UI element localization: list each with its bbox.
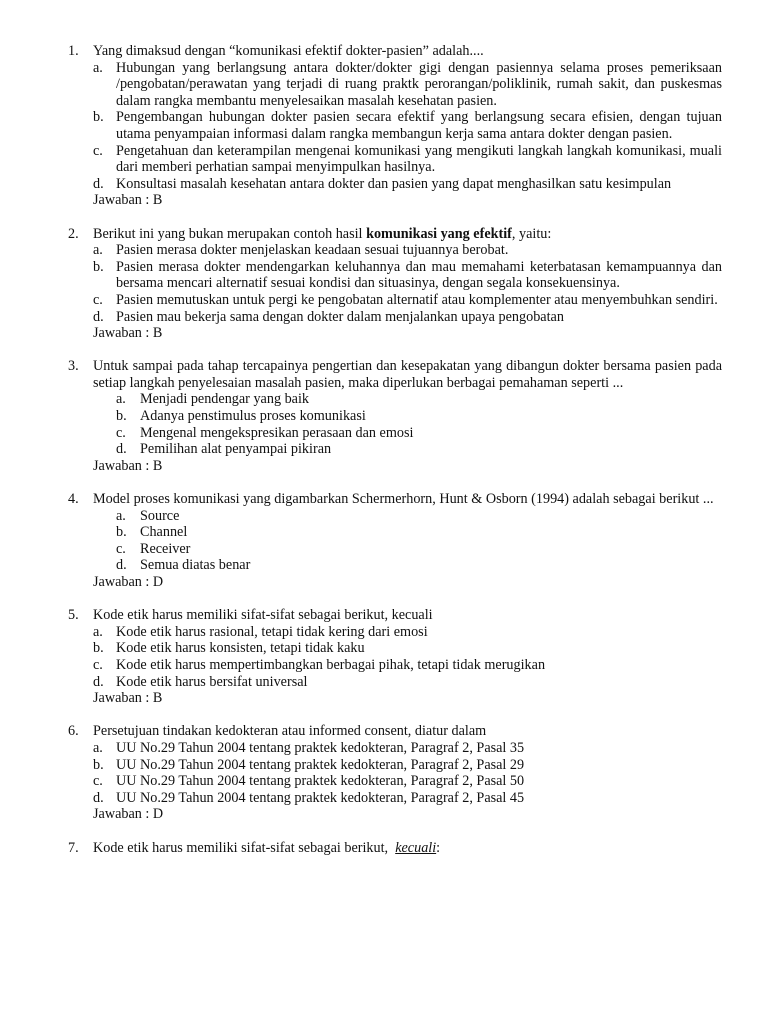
option-letter: d. xyxy=(93,308,104,325)
option-text: Adanya penstimulus proses komunikasi xyxy=(140,408,366,425)
question-6 xyxy=(0,723,768,823)
option-c xyxy=(93,657,722,674)
option-letter: d. xyxy=(93,175,104,192)
question-number: 7. xyxy=(68,839,79,856)
option-text: Receiver xyxy=(140,540,191,557)
question-number: 6. xyxy=(68,723,79,740)
option-text: Kode etik harus konsisten, tetapi tidak kaku xyxy=(116,640,365,657)
option-b xyxy=(93,259,722,292)
option-text: Hubungan yang berlangsung antara dokter/dokter gigi dengan pasiennya selama proses pemeriksaan /pengobatan/perawatan yang terjadi di ruang praktk perorangan/poliklinik, rumah sakit, dan puskesmas dalam rangka membantu menyelesaikan masalah kesehatan pasien. xyxy=(116,59,722,109)
option-d xyxy=(93,309,722,326)
question-text xyxy=(93,840,722,857)
option-letter: c. xyxy=(116,424,126,441)
answer-key: Jawaban : B xyxy=(93,690,163,707)
option-list xyxy=(93,391,722,457)
option-letter: d. xyxy=(93,789,104,806)
question-7 xyxy=(0,840,768,857)
question-text-start: Berikut ini yang bukan merupakan contoh hasil xyxy=(93,225,367,242)
option-c xyxy=(93,292,722,309)
question-text-underlined: kecuali xyxy=(395,839,437,856)
option-b xyxy=(93,757,722,774)
option-letter: a. xyxy=(116,507,126,524)
answer-key: Jawaban : B xyxy=(93,457,163,474)
option-letter: b. xyxy=(93,258,104,275)
option-letter: a. xyxy=(116,391,126,408)
option-list xyxy=(93,508,722,574)
question-3 xyxy=(0,358,768,474)
option-b xyxy=(93,109,722,142)
option-letter: c. xyxy=(93,656,103,673)
option-text: UU No.29 Tahun 2004 tentang praktek kedokteran, Paragraf 2, Pasal 50 xyxy=(116,773,525,790)
option-text: Menjadi pendengar yang baik xyxy=(140,391,310,408)
option-text: Mengenal mengekspresikan perasaan dan emosi xyxy=(140,424,414,441)
option-text: Kode etik harus rasional, tetapi tidak kering dari emosi xyxy=(116,623,428,640)
option-b xyxy=(93,524,722,541)
question-text: Persetujuan tindakan kedokteran atau informed consent, diatur dalam xyxy=(93,723,487,740)
option-a xyxy=(93,624,722,641)
option-b xyxy=(93,640,722,657)
option-list xyxy=(93,624,722,690)
option-letter: d. xyxy=(93,673,104,690)
option-c xyxy=(93,143,722,176)
option-letter: d. xyxy=(116,441,127,458)
option-letter: a. xyxy=(93,242,103,259)
option-a xyxy=(93,740,722,757)
option-c xyxy=(93,425,722,442)
option-text: Pengetahuan dan keterampilan mengenai komunikasi yang mengikuti langkah langkah komunikasi, muali dari memberi perhatian sampai menyimpulkan hasilnya. xyxy=(116,142,722,176)
option-text: Pemilihan alat penyampai pikiran xyxy=(140,441,332,458)
option-letter: b. xyxy=(93,756,104,773)
answer-key: Jawaban : B xyxy=(93,325,163,342)
option-a xyxy=(93,60,722,110)
question-text-start: Kode etik harus memiliki sifat-sifat sebagai berikut, xyxy=(93,839,396,856)
option-letter: a. xyxy=(93,59,103,76)
question-number: 3. xyxy=(68,358,79,375)
question-number: 5. xyxy=(68,607,79,624)
question-text: Kode etik harus memiliki sifat-sifat sebagai berikut, kecuali xyxy=(93,607,433,624)
question-text: Untuk sampai pada tahap tercapainya pengertian dan kesepakatan yang dibangun dokter bersama pasien pada setiap langkah penyelesaian masalah pasien, maka diperlukan berbagai pemahaman seperti ... xyxy=(93,358,722,391)
answer-key: Jawaban : D xyxy=(93,574,164,590)
question-text: Model proses komunikasi yang digambarkan Schermerhorn, Hunt & Osborn (1994) adalah sebagai berikut ... xyxy=(93,491,714,508)
option-a xyxy=(93,242,722,259)
answer-key: Jawaban : B xyxy=(93,192,163,209)
option-d xyxy=(93,674,722,691)
option-letter: c. xyxy=(116,540,126,557)
option-letter: d. xyxy=(116,557,127,574)
option-letter: a. xyxy=(93,623,103,640)
option-list xyxy=(93,242,722,325)
option-list xyxy=(93,740,722,806)
question-2 xyxy=(0,226,768,342)
option-text: Kode etik harus mempertimbangkan berbagai pihak, tetapi tidak merugikan xyxy=(116,656,546,673)
question-text: Yang dimaksud dengan “komunikasi efektif dokter-pasien” adalah.... xyxy=(93,43,484,59)
question-1 xyxy=(0,43,768,209)
option-d xyxy=(93,790,722,807)
option-a xyxy=(93,508,722,525)
option-text: Channel xyxy=(140,524,188,541)
option-text: UU No.29 Tahun 2004 tentang praktek kedokteran, Paragraf 2, Pasal 45 xyxy=(116,789,525,806)
option-text: Semua diatas benar xyxy=(140,557,251,574)
question-number: 4. xyxy=(68,491,79,508)
option-letter: c. xyxy=(93,773,103,790)
option-letter: b. xyxy=(116,524,127,541)
question-5 xyxy=(0,607,768,707)
option-letter: b. xyxy=(116,408,127,425)
question-text-end: , yaitu: xyxy=(511,225,552,242)
option-d xyxy=(93,441,722,458)
option-text: Source xyxy=(140,507,180,524)
option-text: Pasien merasa dokter menjelaskan keadaan sesuai tujuannya berobat. xyxy=(116,242,509,259)
option-text: Pasien merasa dokter mendengarkan keluhannya dan mau memahami keterbatasan kemampuannya dan bersama mencari alternatif sesuai kondisi dan situasinya, dengan segala konsekuensinya. xyxy=(116,258,722,292)
question-4 xyxy=(0,491,768,591)
option-a xyxy=(93,391,722,408)
option-letter: c. xyxy=(93,291,103,308)
option-d xyxy=(93,176,722,193)
option-d xyxy=(93,557,722,574)
option-text: Konsultasi masalah kesehatan antara dokter dan pasien yang dapat menghasilkan satu kesimpulan xyxy=(116,175,672,192)
option-letter: b. xyxy=(93,109,104,126)
option-text: UU No.29 Tahun 2004 tentang praktek kedokteran, Paragraf 2, Pasal 29 xyxy=(116,756,525,773)
question-text-bold: komunikasi yang efektif xyxy=(366,225,512,242)
option-text: Kode etik harus bersifat universal xyxy=(116,673,308,690)
question-text xyxy=(93,226,722,243)
option-letter: b. xyxy=(93,640,104,657)
option-text: Pasien mau bekerja sama dengan dokter dalam menjalankan upaya pengobatan xyxy=(116,308,564,325)
question-number: 1. xyxy=(68,43,79,59)
option-c xyxy=(93,541,722,558)
question-text-end: : xyxy=(436,839,441,856)
option-b xyxy=(93,408,722,425)
option-letter: c. xyxy=(93,142,103,159)
option-text: UU No.29 Tahun 2004 tentang praktek kedokteran, Paragraf 2, Pasal 35 xyxy=(116,739,525,756)
option-list xyxy=(93,60,722,193)
option-text: Pengembangan hubungan dokter pasien secara efektif yang berlangsung secara efisien, dengan tujuan utama penyampaian informasi dalam rangka membangun kerja sama antara dokter dengan pasien. xyxy=(116,109,722,142)
option-text: Pasien memutuskan untuk pergi ke pengobatan alternatif atau komplementer atau menyembuhkan sendiri. xyxy=(116,291,718,308)
answer-key: Jawaban : D xyxy=(93,806,164,823)
option-letter: a. xyxy=(93,739,103,756)
option-c xyxy=(93,773,722,790)
question-number: 2. xyxy=(68,225,79,242)
